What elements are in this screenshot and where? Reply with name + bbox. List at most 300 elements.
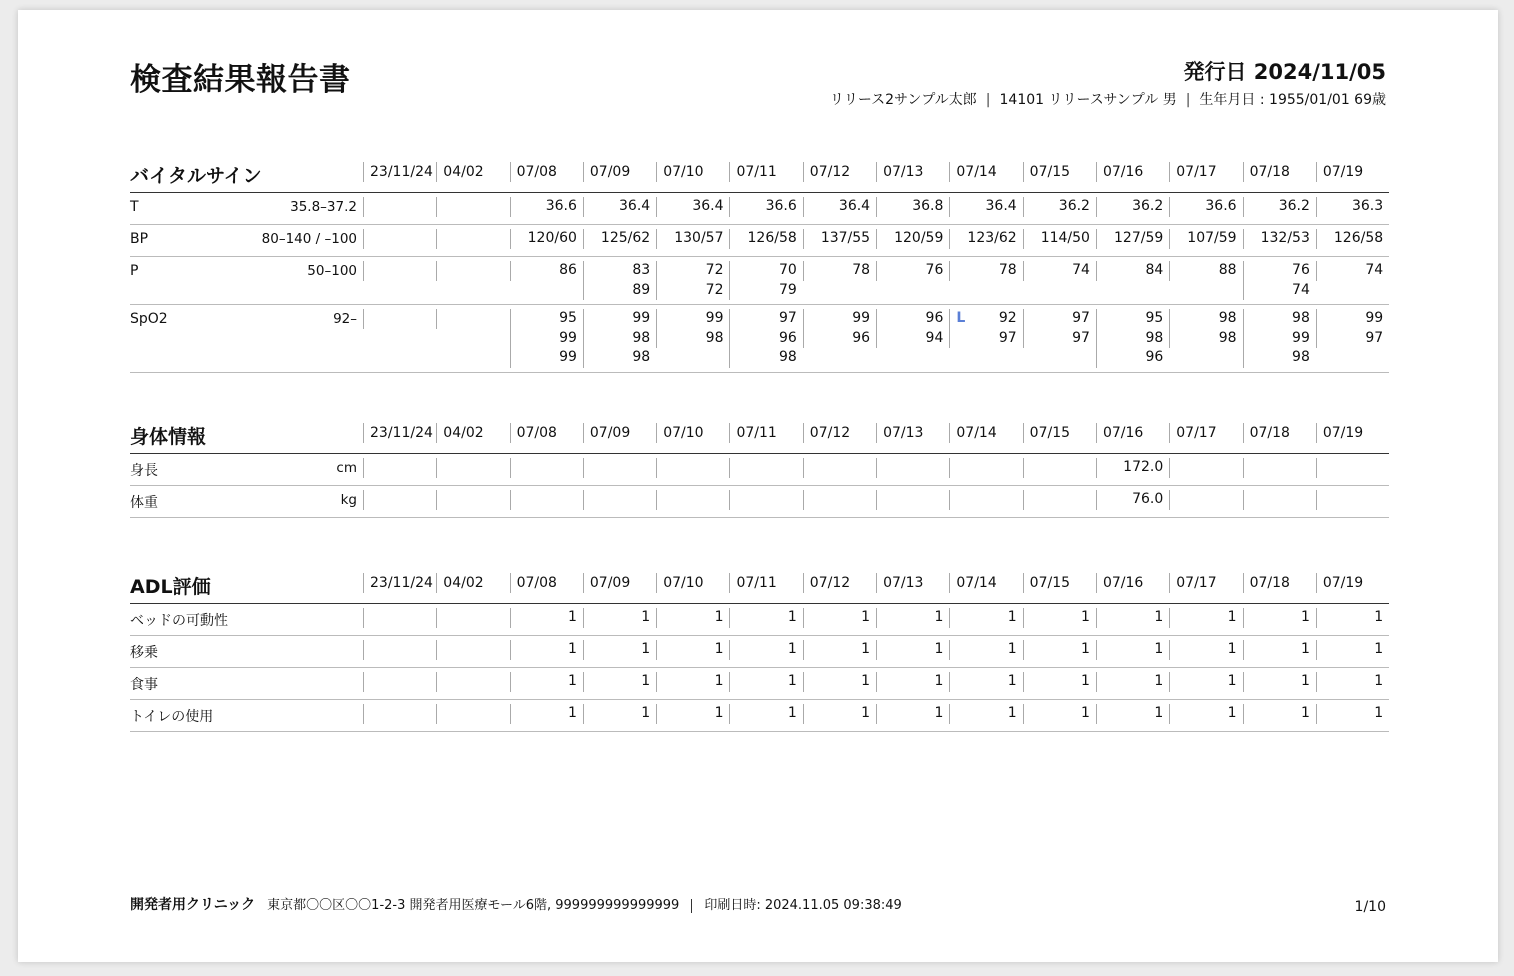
value-cell-inner [656, 261, 729, 300]
measurement-value: 74 [1072, 262, 1090, 278]
value-cell-inner [583, 197, 656, 217]
measurement-value: 96 [852, 329, 871, 346]
value-cell [1023, 193, 1096, 225]
measurement-value: 98 [632, 329, 651, 346]
value-cell-inner [1096, 490, 1169, 510]
date-header [363, 413, 436, 454]
reference-range: cm [336, 460, 357, 476]
value-cell-inner [363, 458, 436, 478]
date-label: 07/11 [729, 423, 802, 443]
value-cell-inner [656, 608, 729, 628]
row-label [130, 225, 363, 257]
value-cell [949, 700, 1022, 732]
date-header [1243, 563, 1316, 604]
value-cell-inner [363, 640, 436, 660]
value-cell [1096, 305, 1169, 373]
measurement-value: 107/59 [1187, 230, 1237, 246]
date-label: 07/17 [1169, 162, 1242, 182]
value-cell-inner [1243, 309, 1316, 368]
value-cell [1096, 486, 1169, 518]
patient-info [830, 89, 1386, 109]
value-cell [1023, 454, 1096, 486]
value-cell [436, 454, 509, 486]
value-cell-inner [803, 672, 876, 692]
measurement-value: 1 [1227, 705, 1237, 721]
value-cell-inner [363, 490, 436, 510]
measurement-value: 126/58 [747, 230, 797, 246]
date-label: 07/13 [876, 573, 949, 593]
patient-name: リリース2サンプル太郎 [829, 92, 977, 108]
value-cell [876, 257, 949, 305]
measurement-value: 36.4 [619, 198, 651, 214]
value-cell [729, 636, 802, 668]
separator: | [985, 92, 991, 108]
value-cell [949, 486, 1022, 518]
value-cell-inner [949, 640, 1022, 660]
page-number: 1/10 [1354, 899, 1386, 915]
value-cell [436, 193, 509, 225]
measurement-value: 1 [1007, 705, 1017, 721]
measurement-value: 1 [1227, 673, 1237, 689]
measurement-value: 1 [1154, 673, 1164, 689]
measurement-value: 1 [934, 673, 944, 689]
footer [130, 894, 902, 914]
value-cell-inner [436, 672, 509, 692]
value-cell-inner [656, 458, 729, 478]
value-cell [1316, 604, 1389, 636]
measurement-value: 36.6 [765, 198, 797, 214]
date-label: 07/13 [876, 423, 949, 443]
value-cell-inner [876, 229, 949, 249]
date-label: 07/14 [949, 423, 1022, 443]
value-cell [656, 700, 729, 732]
measurement-value: 36.2 [1132, 198, 1164, 214]
value-cell-inner [436, 490, 509, 510]
value-cell [803, 257, 876, 305]
measurement-value: 99 [1365, 310, 1384, 326]
date-header-row [130, 413, 1389, 454]
value-cell-inner [876, 608, 949, 628]
date-header [729, 563, 802, 604]
value-cell-inner [583, 261, 656, 300]
value-cell [1096, 454, 1169, 486]
value-cell [1243, 668, 1316, 700]
value-cell-inner [1023, 672, 1096, 692]
measurement-value: 84 [1145, 262, 1164, 278]
measurement-value: 1 [1007, 673, 1017, 689]
row-name: ベッドの可動性 [130, 613, 228, 629]
value-cell [583, 668, 656, 700]
row-label [130, 193, 363, 225]
value-cell [510, 700, 583, 732]
value-cell [949, 668, 1022, 700]
value-cell-inner [876, 261, 949, 281]
value-cell-inner [876, 197, 949, 217]
date-label: 07/18 [1243, 423, 1316, 443]
value-cell-inner [1316, 704, 1389, 724]
value-cell [1243, 604, 1316, 636]
measurement-value: 76 [925, 262, 944, 278]
row-label [130, 454, 363, 486]
measurement-value: 83 [632, 262, 651, 278]
date-header [1316, 152, 1389, 193]
value-cell-inner [876, 490, 949, 510]
date-header [1169, 152, 1242, 193]
value-cell [1316, 486, 1389, 518]
value-cell-inner [583, 704, 656, 724]
value-cell [436, 486, 509, 518]
value-cell [729, 257, 802, 305]
measurement-value: 1 [1300, 705, 1310, 721]
date-header [729, 152, 802, 193]
value-cell [510, 305, 583, 373]
date-label: 23/11/24 [363, 162, 436, 182]
date-header [949, 152, 1022, 193]
value-cell-inner [436, 608, 509, 628]
value-cell [1169, 604, 1242, 636]
value-cell-inner [1169, 309, 1242, 348]
measurement-value: 1 [567, 705, 577, 721]
section-title: ADL評価 [130, 563, 363, 604]
date-label: 07/12 [803, 423, 876, 443]
reference-range: 35.8–37.2 [290, 199, 357, 215]
value-cell [1023, 604, 1096, 636]
date-label: 07/18 [1243, 162, 1316, 182]
value-cell-inner [1243, 608, 1316, 628]
reference-range: 80–140 / –100 [261, 231, 357, 247]
value-cell [363, 486, 436, 518]
value-cell [363, 257, 436, 305]
value-cell [363, 454, 436, 486]
value-cell-inner [1023, 229, 1096, 249]
value-cell-inner [1316, 672, 1389, 692]
value-cell [949, 193, 1022, 225]
value-cell-inner [1169, 704, 1242, 724]
value-cell-inner [1096, 261, 1169, 281]
measurement-value: 1 [567, 609, 577, 625]
value-cell-inner [803, 608, 876, 628]
value-cell [1316, 668, 1389, 700]
value-cell-inner [729, 261, 802, 300]
value-cell [876, 486, 949, 518]
value-cell [729, 454, 802, 486]
value-cell [583, 636, 656, 668]
date-label: 07/09 [583, 162, 656, 182]
date-label: 07/19 [1316, 573, 1389, 593]
measurement-value: 98 [632, 349, 651, 365]
value-cell [1096, 700, 1169, 732]
date-header [803, 413, 876, 454]
table-row [130, 604, 1389, 636]
row-name: 体重 [130, 495, 158, 511]
value-cell [656, 257, 729, 305]
value-cell [729, 225, 802, 257]
value-cell [583, 225, 656, 257]
measurement-value: 99 [705, 310, 724, 326]
value-cell-inner [729, 309, 802, 368]
value-cell-inner [436, 197, 509, 217]
date-header [876, 152, 949, 193]
separator: | [1185, 92, 1191, 108]
value-cell [729, 305, 802, 373]
measurement-value: 1 [714, 673, 724, 689]
value-cell [1096, 257, 1169, 305]
value-cell [803, 193, 876, 225]
value-cell [1096, 636, 1169, 668]
date-label: 07/17 [1169, 573, 1242, 593]
value-cell-inner [1316, 309, 1389, 348]
row-label [130, 700, 363, 732]
value-cell-inner [1023, 704, 1096, 724]
measurement-value: 1 [1300, 609, 1310, 625]
date-label: 07/19 [1316, 423, 1389, 443]
value-cell-inner [949, 309, 1022, 348]
value-cell [803, 668, 876, 700]
value-cell [1316, 257, 1389, 305]
value-cell [1169, 454, 1242, 486]
value-cell-inner [510, 229, 583, 249]
measurement-value: 36.6 [1205, 198, 1237, 214]
measurement-value: 1 [1374, 641, 1384, 657]
value-cell [583, 454, 656, 486]
measurement-value: 78 [852, 262, 871, 278]
value-cell [1243, 193, 1316, 225]
value-cell-inner [1096, 608, 1169, 628]
value-cell-inner [583, 672, 656, 692]
value-cell-inner [510, 640, 583, 660]
date-label: 07/19 [1316, 162, 1389, 182]
value-cell-inner [1023, 458, 1096, 478]
value-cell-inner [510, 458, 583, 478]
value-cell [436, 700, 509, 732]
measurement-value: 36.8 [912, 198, 944, 214]
value-cell-inner [656, 704, 729, 724]
value-cell [1243, 636, 1316, 668]
value-cell [1169, 305, 1242, 373]
date-header [949, 563, 1022, 604]
row-name: 食事 [130, 677, 158, 693]
value-cell-inner [510, 309, 583, 368]
date-header [803, 152, 876, 193]
row-label [130, 305, 363, 373]
value-cell [1169, 257, 1242, 305]
value-cell-inner [1169, 640, 1242, 660]
value-cell-inner [1023, 608, 1096, 628]
measurement-value: 72 [705, 262, 724, 278]
value-cell-inner [510, 608, 583, 628]
date-header [510, 563, 583, 604]
measurement-value: 98 [1145, 329, 1164, 346]
measurement-value: 98 [778, 349, 797, 365]
measurement-value: 123/62 [967, 230, 1017, 246]
value-cell [656, 486, 729, 518]
value-cell-inner [729, 672, 802, 692]
reference-range: 92– [333, 311, 357, 327]
value-cell-inner [1169, 229, 1242, 249]
value-cell-inner [656, 640, 729, 660]
measurement-value: 1 [1081, 705, 1090, 721]
measurement-value: 1 [1007, 641, 1017, 657]
measurement-value: 78 [998, 262, 1017, 278]
value-cell [510, 225, 583, 257]
value-cell [803, 305, 876, 373]
value-cell-inner [583, 229, 656, 249]
date-label: 04/02 [436, 423, 509, 443]
value-cell-inner [1096, 640, 1169, 660]
date-header [363, 563, 436, 604]
value-cell [583, 604, 656, 636]
value-cell [1169, 193, 1242, 225]
table-row [130, 486, 1389, 518]
value-cell [876, 305, 949, 373]
measurement-value: 72 [705, 281, 724, 298]
clinic-address: 東京都〇〇区〇〇1-2-3 開発者用医療モール6階, 999999999999999 [267, 898, 680, 913]
value-cell-inner [1169, 197, 1242, 217]
value-cell-inner [656, 229, 729, 249]
value-cell-inner [1096, 458, 1169, 478]
date-header [1169, 413, 1242, 454]
measurement-value: 70 [778, 262, 797, 278]
table-row [130, 257, 1389, 305]
value-cell-inner [949, 229, 1022, 249]
measurement-value: 1 [641, 641, 651, 657]
table-row [130, 454, 1389, 486]
value-cell-inner [583, 458, 656, 478]
date-label: 07/18 [1243, 573, 1316, 593]
value-cell [876, 604, 949, 636]
adl-table [130, 563, 1389, 732]
value-cell [1096, 193, 1169, 225]
value-cell-inner [1023, 261, 1096, 281]
date-label: 07/11 [729, 162, 802, 182]
measurement-value: 1 [1081, 641, 1090, 657]
measurement-value: 1 [641, 705, 651, 721]
date-header [583, 152, 656, 193]
value-cell-inner [1023, 309, 1096, 348]
date-label: 07/10 [656, 573, 729, 593]
value-cell-inner [510, 490, 583, 510]
value-cell [1243, 486, 1316, 518]
measurement-value: 1 [934, 641, 944, 657]
measurement-value: 94 [925, 329, 944, 346]
date-header [436, 152, 509, 193]
value-cell-inner [803, 261, 876, 281]
date-header [876, 563, 949, 604]
patient-birth: 生年月日 : 1955/01/01 69歳 [1199, 92, 1386, 108]
measurement-value: 97 [1365, 329, 1384, 346]
date-header [510, 152, 583, 193]
measurement-value: 1 [1007, 609, 1017, 625]
measurement-value: 1 [1154, 641, 1164, 657]
date-header [1096, 413, 1169, 454]
measurement-value: 1 [934, 705, 944, 721]
value-cell-inner [436, 261, 509, 281]
measurement-value: 79 [778, 281, 797, 298]
measurement-value: 1 [861, 673, 871, 689]
measurement-value: 1 [787, 609, 797, 625]
measurement-value: 1 [1227, 609, 1237, 625]
value-cell-inner [1169, 458, 1242, 478]
value-cell-inner [1023, 640, 1096, 660]
measurement-value: 86 [559, 262, 577, 278]
value-cell-inner [876, 704, 949, 724]
value-cell [510, 454, 583, 486]
measurement-value: 98 [1218, 310, 1237, 326]
value-cell-inner [436, 229, 509, 249]
value-cell-inner [1316, 490, 1389, 510]
measurement-value: 36.3 [1351, 198, 1384, 214]
value-cell-inner [803, 309, 876, 348]
value-cell-inner [949, 672, 1022, 692]
date-header [1316, 413, 1389, 454]
value-cell-inner [949, 490, 1022, 510]
value-cell [1023, 636, 1096, 668]
row-name: SpO2 [130, 311, 168, 327]
value-cell-inner [949, 197, 1022, 217]
value-cell-inner [876, 458, 949, 478]
row-label [130, 486, 363, 518]
issue-date: 発行日 2024/11/05 [1183, 60, 1386, 84]
value-cell [436, 305, 509, 373]
measurement-value: 130/57 [674, 230, 724, 246]
date-header [1243, 152, 1316, 193]
measurement-value: 99 [559, 349, 577, 365]
date-label: 07/14 [949, 573, 1022, 593]
date-label: 07/08 [510, 573, 583, 593]
measurement-value: 1 [934, 609, 944, 625]
row-label [130, 668, 363, 700]
value-cell-inner [1316, 608, 1389, 628]
value-cell [1023, 305, 1096, 373]
value-cell [656, 193, 729, 225]
value-cell [656, 454, 729, 486]
value-cell-inner [729, 458, 802, 478]
date-label: 07/10 [656, 162, 729, 182]
table-row [130, 700, 1389, 732]
value-cell-inner [656, 309, 729, 348]
value-cell [876, 225, 949, 257]
low-flag: L [956, 310, 966, 326]
value-cell-inner [1243, 229, 1316, 249]
date-label: 07/09 [583, 573, 656, 593]
value-cell [729, 486, 802, 518]
date-header-row [130, 152, 1389, 193]
value-cell-inner [1096, 309, 1169, 368]
value-cell-inner [803, 229, 876, 249]
value-cell-inner [729, 490, 802, 510]
footer-divider [691, 899, 692, 913]
value-cell [1169, 700, 1242, 732]
measurement-value: 36.2 [1058, 198, 1090, 214]
date-header [803, 563, 876, 604]
date-label: 07/15 [1023, 573, 1096, 593]
row-name: 身長 [130, 463, 158, 479]
value-cell-inner [1096, 197, 1169, 217]
value-cell [1169, 668, 1242, 700]
value-cell-inner [876, 672, 949, 692]
measurement-value: 1 [787, 705, 797, 721]
vitals-section [130, 152, 1386, 373]
value-cell [363, 225, 436, 257]
value-cell-inner [803, 640, 876, 660]
measurement-value: 1 [714, 641, 724, 657]
date-label: 04/02 [436, 573, 509, 593]
value-cell-inner [876, 640, 949, 660]
value-cell-inner [656, 672, 729, 692]
value-cell [656, 636, 729, 668]
measurement-value: 137/55 [820, 230, 871, 246]
adl-section [130, 563, 1386, 732]
